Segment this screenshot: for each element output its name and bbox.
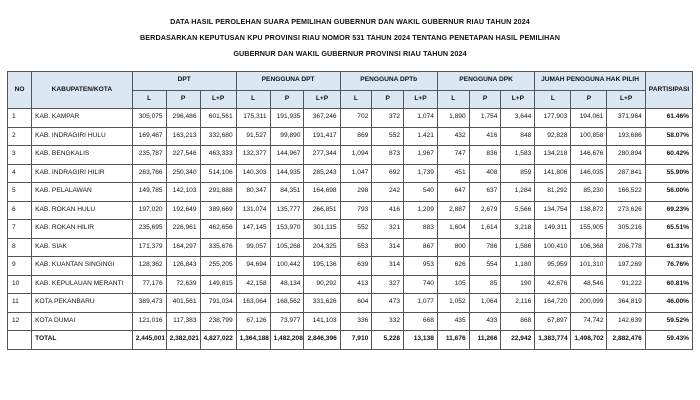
participation-cell: 61.46% (645, 109, 692, 128)
total-value-cell: 22,942 (501, 331, 535, 350)
value-cell: 1,064 (469, 294, 501, 313)
table-row (8, 146, 693, 165)
value-cell: 171,379 (132, 238, 166, 257)
value-cell: 204,325 (304, 238, 340, 257)
value-cell: 147,145 (236, 220, 270, 239)
value-cell: 106,368 (571, 238, 607, 257)
value-cell: 1,739 (404, 164, 438, 183)
subheader-cell: L+P (501, 90, 535, 109)
participation-cell: 60.42% (645, 146, 692, 165)
report-title-line-1: DATA HASIL PEROLEHAN SUARA PEMILIHAN GUBERNUR DAN WAKIL GUBERNUR RIAU TAHUN 2024 (170, 17, 530, 26)
value-cell: 81,292 (535, 183, 571, 202)
value-cell: 873 (372, 146, 404, 165)
region-name: KAB. INDRAGIRI HULU (32, 127, 133, 146)
value-cell: 48,546 (571, 275, 607, 294)
total-value-cell: 13,138 (404, 331, 438, 350)
subheader-cell: P (270, 90, 304, 109)
value-cell: 128,362 (132, 257, 166, 276)
value-cell: 435 (437, 312, 469, 331)
value-cell: 195,136 (304, 257, 340, 276)
value-cell: 105 (437, 275, 469, 294)
value-cell: 1,180 (501, 257, 535, 276)
value-cell: 132,377 (236, 146, 270, 165)
subheader-cell: L+P (404, 90, 438, 109)
vote-results-table (7, 71, 693, 350)
value-cell: 2,679 (469, 201, 501, 220)
value-cell: 177,903 (535, 109, 571, 128)
total-row (8, 331, 693, 350)
table-row (8, 164, 693, 183)
participation-cell: 76.76% (645, 257, 692, 276)
value-cell: 134,218 (535, 146, 571, 165)
header-partisipasi: PARTISIPASI (645, 72, 692, 109)
value-cell: 273,626 (607, 201, 645, 220)
participation-cell: 60.81% (645, 275, 692, 294)
value-cell: 280,894 (607, 146, 645, 165)
value-cell: 883 (404, 220, 438, 239)
value-cell: 336 (340, 312, 372, 331)
value-cell: 190 (501, 275, 535, 294)
value-cell: 42,158 (236, 275, 270, 294)
row-number: 10 (8, 275, 32, 294)
row-number: 9 (8, 257, 32, 276)
header-group-pengguna-dpt: PENGGUNA DPT (236, 72, 340, 91)
total-value-cell: 11,266 (469, 331, 501, 350)
value-cell: 747 (437, 146, 469, 165)
participation-cell: 55.90% (645, 164, 692, 183)
subheader-cell: L (340, 90, 372, 109)
value-cell: 95,959 (535, 257, 571, 276)
header-no: NO (8, 72, 32, 109)
table-row (8, 183, 693, 202)
value-cell: 94,694 (236, 257, 270, 276)
value-cell: 1,583 (501, 146, 535, 165)
value-cell: 413 (340, 275, 372, 294)
value-cell: 149,785 (132, 183, 166, 202)
report-title-line-3: GUBERNUR DAN WAKIL GUBERNUR PROVINSI RIAU TAHUN 2024 (233, 49, 467, 58)
region-name: KAB. ROKAN HILIR (32, 220, 133, 239)
value-cell: 462,656 (200, 220, 236, 239)
table-row (8, 109, 693, 128)
value-cell: 848 (501, 127, 535, 146)
region-name: KAB. ROKAN HULU (32, 201, 133, 220)
value-cell: 2,116 (501, 294, 535, 313)
value-cell: 266,851 (304, 201, 340, 220)
value-cell: 121,016 (132, 312, 166, 331)
value-cell: 401,561 (166, 294, 200, 313)
row-number: 7 (8, 220, 32, 239)
value-cell: 1,209 (404, 201, 438, 220)
value-cell: 131,074 (236, 201, 270, 220)
table-row (8, 257, 693, 276)
region-name: KAB. SIAK (32, 238, 133, 257)
region-name: KAB. PELALAWAN (32, 183, 133, 202)
subheader-cell: P (469, 90, 501, 109)
value-cell: 197,020 (132, 201, 166, 220)
value-cell: 2,887 (437, 201, 469, 220)
total-value-cell: 4,827,022 (200, 331, 236, 350)
value-cell: 3,218 (501, 220, 535, 239)
value-cell: 552 (340, 220, 372, 239)
value-cell: 100,410 (535, 238, 571, 257)
value-cell: 639 (340, 257, 372, 276)
subheader-cell: P (571, 90, 607, 109)
value-cell: 836 (469, 146, 501, 165)
subheader-cell: L (236, 90, 270, 109)
value-cell: 67,126 (236, 312, 270, 331)
region-name: KAB. KAMPAR (32, 109, 133, 128)
row-number: 4 (8, 164, 32, 183)
region-name: KAB. KEPULAUAN MERANTI (32, 275, 133, 294)
total-value-cell: 1,383,774 (535, 331, 571, 350)
value-cell: 1,967 (404, 146, 438, 165)
participation-cell: 69.23% (645, 201, 692, 220)
table-row (8, 127, 693, 146)
total-value-cell: 2,882,476 (607, 331, 645, 350)
total-value-cell: 2,445,001 (132, 331, 166, 350)
region-name: KAB. BENGKALIS (32, 146, 133, 165)
value-cell: 859 (501, 164, 535, 183)
region-name: KAB. KUANTAN SINGINGI (32, 257, 133, 276)
value-cell: 1,586 (501, 238, 535, 257)
table-row (8, 275, 693, 294)
value-cell: 163,213 (166, 127, 200, 146)
value-cell: 141,806 (535, 164, 571, 183)
value-cell: 192,649 (166, 201, 200, 220)
value-cell: 416 (372, 201, 404, 220)
value-cell: 90,292 (304, 275, 340, 294)
value-cell: 327 (372, 275, 404, 294)
value-cell: 601,561 (200, 109, 236, 128)
value-cell: 100,858 (571, 127, 607, 146)
total-label: TOTAL (32, 331, 133, 350)
value-cell: 463,333 (200, 146, 236, 165)
participation-cell: 59.52% (645, 312, 692, 331)
value-cell: 226,961 (166, 220, 200, 239)
value-cell: 193,686 (607, 127, 645, 146)
value-cell: 99,057 (236, 238, 270, 257)
value-cell: 164,297 (166, 238, 200, 257)
value-cell: 163,064 (236, 294, 270, 313)
table-body (8, 109, 693, 350)
subheader-cell: L+P (607, 90, 645, 109)
participation-cell: 65.51% (645, 220, 692, 239)
value-cell: 1,074 (404, 109, 438, 128)
subheader-cell: P (372, 90, 404, 109)
value-cell: 80,347 (236, 183, 270, 202)
value-cell: 371,964 (607, 109, 645, 128)
value-cell: 552 (372, 127, 404, 146)
value-cell: 168,562 (270, 294, 304, 313)
value-cell: 255,205 (200, 257, 236, 276)
value-cell: 3,644 (501, 109, 535, 128)
value-cell: 298 (340, 183, 372, 202)
total-value-cell: 1,364,188 (236, 331, 270, 350)
value-cell: 433 (469, 312, 501, 331)
participation-cell: 61.31% (645, 238, 692, 257)
value-cell: 164,698 (304, 183, 340, 202)
value-cell: 5,566 (501, 201, 535, 220)
value-cell: 1,754 (469, 109, 501, 128)
value-cell: 135,777 (270, 201, 304, 220)
total-number-cell (8, 331, 32, 350)
value-cell: 367,246 (304, 109, 340, 128)
total-value-cell: 2,382,021 (166, 331, 200, 350)
value-cell: 153,970 (270, 220, 304, 239)
value-cell: 553 (340, 238, 372, 257)
value-cell: 126,843 (166, 257, 200, 276)
value-cell: 314 (372, 238, 404, 257)
subheader-cell: P (166, 90, 200, 109)
value-cell: 85 (469, 275, 501, 294)
value-cell: 194,061 (571, 109, 607, 128)
region-name: KOTA DUMAI (32, 312, 133, 331)
value-cell: 332,680 (200, 127, 236, 146)
value-cell: 372 (372, 109, 404, 128)
value-cell: 321 (372, 220, 404, 239)
participation-cell: 58.07% (645, 127, 692, 146)
value-cell: 473 (372, 294, 404, 313)
value-cell: 1,284 (501, 183, 535, 202)
value-cell: 149,311 (535, 220, 571, 239)
region-name: KOTA PEKANBARU (32, 294, 133, 313)
value-cell: 263,766 (132, 164, 166, 183)
total-participation-cell: 59.43% (645, 331, 692, 350)
value-cell: 791,034 (200, 294, 236, 313)
value-cell: 146,035 (571, 164, 607, 183)
value-cell: 175,311 (236, 109, 270, 128)
value-cell: 1,077 (404, 294, 438, 313)
total-value-cell: 11,676 (437, 331, 469, 350)
value-cell: 432 (437, 127, 469, 146)
value-cell: 540 (404, 183, 438, 202)
total-value-cell: 5,228 (372, 331, 404, 350)
value-cell: 117,383 (166, 312, 200, 331)
value-cell: 1,890 (437, 109, 469, 128)
value-cell: 91,527 (236, 127, 270, 146)
header-group-pengguna-dpk: PENGGUNA DPK (437, 72, 534, 91)
total-value-cell: 1,482,208 (270, 331, 304, 350)
subheader-cell: L (437, 90, 469, 109)
value-cell: 953 (404, 257, 438, 276)
value-cell: 169,467 (132, 127, 166, 146)
value-cell: 227,546 (166, 146, 200, 165)
value-cell: 296,486 (166, 109, 200, 128)
value-cell: 451 (437, 164, 469, 183)
value-cell: 146,676 (571, 146, 607, 165)
value-cell: 1,047 (340, 164, 372, 183)
value-cell: 868 (501, 312, 535, 331)
value-cell: 140,303 (236, 164, 270, 183)
value-cell: 141,103 (304, 312, 340, 331)
value-cell: 142,103 (166, 183, 200, 202)
row-number: 11 (8, 294, 32, 313)
value-cell: 305,075 (132, 109, 166, 128)
value-cell: 1,421 (404, 127, 438, 146)
value-cell: 1,094 (340, 146, 372, 165)
value-cell: 250,340 (166, 164, 200, 183)
value-cell: 92,828 (535, 127, 571, 146)
total-value-cell: 2,846,396 (304, 331, 340, 350)
value-cell: 142,639 (607, 312, 645, 331)
value-cell: 647 (437, 183, 469, 202)
value-cell: 166,522 (607, 183, 645, 202)
value-cell: 692 (372, 164, 404, 183)
value-cell: 301,115 (304, 220, 340, 239)
value-cell: 335,676 (200, 238, 236, 257)
value-cell: 138,872 (571, 201, 607, 220)
value-cell: 191,417 (304, 127, 340, 146)
value-cell: 867 (404, 238, 438, 257)
value-cell: 305,216 (607, 220, 645, 239)
value-cell: 668 (404, 312, 438, 331)
value-cell: 242 (372, 183, 404, 202)
row-number: 3 (8, 146, 32, 165)
value-cell: 740 (404, 275, 438, 294)
value-cell: 73,977 (270, 312, 304, 331)
value-cell: 291,888 (200, 183, 236, 202)
subheader-cell: L (535, 90, 571, 109)
value-cell: 702 (340, 109, 372, 128)
value-cell: 206,778 (607, 238, 645, 257)
value-cell: 149,815 (200, 275, 236, 294)
value-cell: 235,787 (132, 146, 166, 165)
value-cell: 238,799 (200, 312, 236, 331)
header-group-pengguna-dptb: PENGGUNA DPTb (340, 72, 437, 91)
row-number: 1 (8, 109, 32, 128)
row-number: 6 (8, 201, 32, 220)
value-cell: 74,742 (571, 312, 607, 331)
value-cell: 389,669 (200, 201, 236, 220)
value-cell: 42,676 (535, 275, 571, 294)
value-cell: 91,222 (607, 275, 645, 294)
value-cell: 67,897 (535, 312, 571, 331)
header-group-dpt: DPT (132, 72, 236, 91)
value-cell: 389,473 (132, 294, 166, 313)
table-row (8, 220, 693, 239)
value-cell: 197,269 (607, 257, 645, 276)
value-cell: 134,754 (535, 201, 571, 220)
region-name: KAB. INDRAGIRI HILIR (32, 164, 133, 183)
value-cell: 191,935 (270, 109, 304, 128)
value-cell: 314 (372, 257, 404, 276)
subheader-cell: L+P (304, 90, 340, 109)
value-cell: 416 (469, 127, 501, 146)
value-cell: 800 (437, 238, 469, 257)
value-cell: 99,890 (270, 127, 304, 146)
value-cell: 235,695 (132, 220, 166, 239)
value-cell: 48,134 (270, 275, 304, 294)
value-cell: 786 (469, 238, 501, 257)
subheader-cell: L+P (200, 90, 236, 109)
participation-cell: 56.00% (645, 183, 692, 202)
value-cell: 287,841 (607, 164, 645, 183)
row-number: 12 (8, 312, 32, 331)
table-row (8, 238, 693, 257)
value-cell: 164,720 (535, 294, 571, 313)
row-number: 8 (8, 238, 32, 257)
table-header-row (8, 72, 693, 91)
report-title-line-2: BERDASARKAN KEPUTUSAN KPU PROVINSI RIAU NOMOR 531 TAHUN 2024 TENTANG PENETAPAN HASIL PEMILIHAN (139, 33, 561, 42)
value-cell: 200,099 (571, 294, 607, 313)
value-cell: 332 (372, 312, 404, 331)
table-row (8, 312, 693, 331)
subheader-cell: L (132, 90, 166, 109)
value-cell: 85,230 (571, 183, 607, 202)
value-cell: 72,639 (166, 275, 200, 294)
value-cell: 84,351 (270, 183, 304, 202)
value-cell: 101,310 (571, 257, 607, 276)
value-cell: 155,905 (571, 220, 607, 239)
value-cell: 100,442 (270, 257, 304, 276)
value-cell: 637 (469, 183, 501, 202)
total-value-cell: 1,498,702 (571, 331, 607, 350)
value-cell: 77,176 (132, 275, 166, 294)
value-cell: 793 (340, 201, 372, 220)
value-cell: 277,344 (304, 146, 340, 165)
value-cell: 144,935 (270, 164, 304, 183)
value-cell: 1,604 (437, 220, 469, 239)
value-cell: 626 (437, 257, 469, 276)
value-cell: 1,052 (437, 294, 469, 313)
participation-cell: 46.00% (645, 294, 692, 313)
value-cell: 331,626 (304, 294, 340, 313)
value-cell: 554 (469, 257, 501, 276)
value-cell: 408 (469, 164, 501, 183)
value-cell: 144,967 (270, 146, 304, 165)
value-cell: 869 (340, 127, 372, 146)
value-cell: 364,819 (607, 294, 645, 313)
header-group-jumlah-pengguna: JUMAH PENGGUNA HAK PILIH (535, 72, 646, 91)
header-kabupaten-kota: KABUPATEN/KOTA (32, 72, 133, 109)
table-row (8, 201, 693, 220)
value-cell: 1,614 (469, 220, 501, 239)
table-row (8, 294, 693, 313)
total-value-cell: 7,910 (340, 331, 372, 350)
row-number: 2 (8, 127, 32, 146)
value-cell: 514,106 (200, 164, 236, 183)
value-cell: 285,243 (304, 164, 340, 183)
row-number: 5 (8, 183, 32, 202)
value-cell: 105,268 (270, 238, 304, 257)
value-cell: 604 (340, 294, 372, 313)
